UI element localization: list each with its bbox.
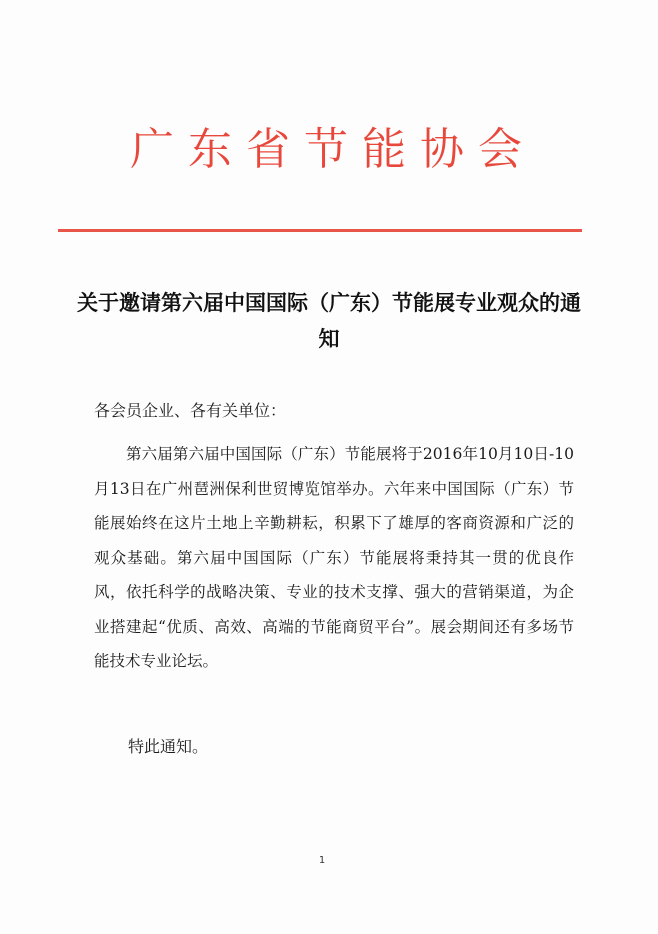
organization-letterhead: 广东省节能协会 — [130, 124, 536, 175]
body-paragraph: 第六届第六届中国国际（广东）节能展将于2016年10月10日-10月13日在广州琶洲保利世贸博览馆举办。六年来中国国际（广东）节能展始终在这片土地上辛勤耕耘，积累下了雄厚的客商资源和广泛的观众基础。第六届中国国际（广东）节能展将秉持其一贯的优良作风，依托科学的战略决策、专业的技术支撑、强大的营销渠道，为企业搭建起“优质、高效、高端的节能商贸平台”。展会期间还有多场节能技术专业论坛。 — [94, 445, 574, 670]
salutation: 各会员企业、各有关单位： — [94, 401, 287, 420]
letterhead-divider — [58, 229, 582, 232]
closing-line: 特此通知。 — [128, 737, 209, 756]
page-number: 1 — [318, 855, 326, 866]
document-title: 关于邀请第六届中国国际（广东）节能展专业观众的通知 — [77, 291, 581, 351]
